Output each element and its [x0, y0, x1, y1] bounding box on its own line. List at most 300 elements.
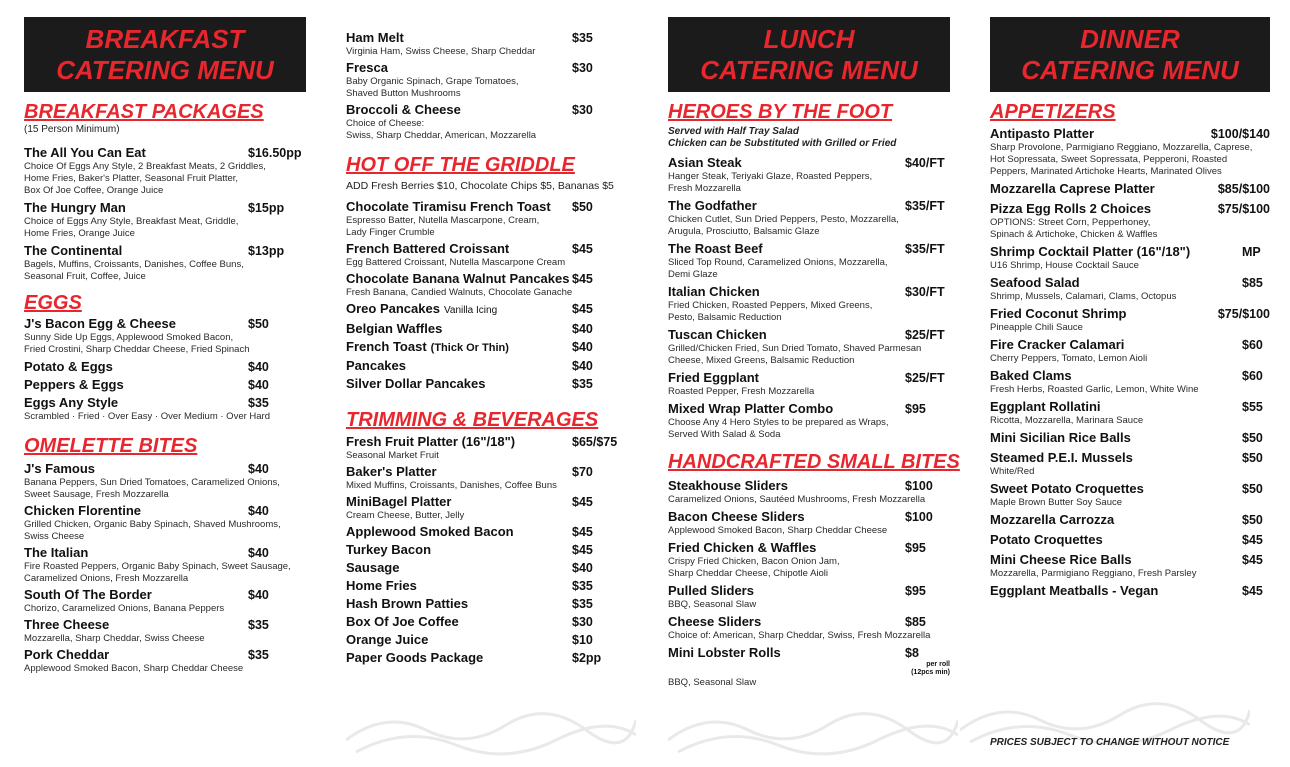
menu-item-row — [668, 583, 950, 599]
item-name — [668, 583, 754, 599]
item-name — [346, 560, 399, 576]
item-price — [1218, 201, 1270, 217]
menu-item — [24, 200, 306, 240]
item-name — [346, 60, 388, 76]
lunch-column — [668, 0, 960, 767]
item-price — [905, 509, 950, 525]
item-price-text: $75/$100 — [1217, 202, 1270, 216]
item-price — [1242, 275, 1270, 291]
item-price-text: $30 — [572, 61, 593, 75]
item-name — [990, 512, 1114, 528]
item-name-text: Pork Cheddar — [24, 647, 110, 662]
item-name-text: Sausage — [346, 560, 400, 575]
menu-item — [24, 145, 306, 197]
menu-item-row — [990, 201, 1270, 217]
item-name — [990, 337, 1124, 353]
item-description: Grilled/Chicken Fried, Sun Dried Tomato, Shaved Parmesan Cheese, Mixed Greens, Balsamic Reduction — [668, 343, 922, 366]
item-price — [572, 241, 630, 257]
item-name — [668, 241, 763, 257]
menu-item-row — [668, 198, 950, 214]
item-price — [905, 478, 950, 494]
item-price-text: $95 — [905, 402, 926, 416]
menu-item-row — [990, 552, 1270, 568]
menu-item — [346, 301, 630, 319]
menu-item-row — [990, 583, 1270, 599]
menu-item-row — [346, 30, 630, 46]
appetizers-section — [990, 101, 1270, 599]
item-name — [24, 617, 109, 633]
omelette-section — [24, 435, 306, 675]
menu-item-row — [346, 542, 630, 558]
item-price — [905, 327, 950, 343]
dinner-column — [990, 0, 1270, 767]
item-description: Fresh Herbs, Roasted Garlic, Lemon, White Wine — [990, 384, 1199, 395]
trimming-section — [346, 409, 630, 666]
lunch-banner — [668, 17, 950, 92]
price-disclaimer: PRICES SUBJECT TO CHANGE WITHOUT NOTICE — [990, 737, 1230, 748]
menu-item — [24, 647, 306, 675]
menu-item — [346, 102, 630, 142]
item-name — [24, 145, 146, 161]
banner-line: DINNER — [1080, 24, 1180, 54]
menu-item-row — [346, 339, 630, 356]
item-description: Ricotta, Mozzarella, Marinara Sauce — [990, 415, 1144, 426]
item-price — [1242, 512, 1270, 528]
item-price-text: $35 — [572, 597, 593, 611]
item-name-text: Steamed P.E.I. Mussels — [990, 450, 1133, 465]
item-price-text: $85 — [1242, 276, 1263, 290]
item-name-text: Orange Juice — [346, 632, 429, 647]
item-name — [346, 494, 451, 510]
item-name-text: Fresh Fruit Platter (16"/18") — [346, 434, 516, 449]
menu-item — [346, 321, 630, 337]
item-price-text: $45 — [572, 525, 593, 539]
menu-item — [346, 358, 630, 374]
item-price — [1242, 532, 1270, 548]
menu-item-row — [346, 321, 630, 337]
item-name-text: J's Bacon Egg & Cheese — [24, 316, 176, 331]
item-name — [346, 578, 417, 594]
item-price-text: $70 — [572, 465, 593, 479]
item-name — [24, 503, 141, 519]
item-description: White/Red — [990, 466, 1035, 477]
item-name — [346, 524, 514, 540]
banner-line: CATERING MENU — [700, 55, 918, 85]
menu-item — [24, 359, 306, 375]
item-name — [24, 243, 122, 259]
item-description: Fresh Banana, Candied Walnuts, Chocolate Ganache — [346, 287, 573, 298]
menu-item-row — [24, 587, 306, 603]
item-description: Caramelized Onions, Sautéed Mushrooms, Fresh Mozzarella — [668, 494, 926, 505]
item-name-text: Pizza Egg Rolls 2 Choices — [990, 201, 1152, 216]
item-name-text: Mini Sicilian Rice Balls — [990, 430, 1131, 445]
item-price-note: per roll (12pcs min) — [911, 661, 950, 676]
item-name — [990, 552, 1132, 568]
item-name — [346, 271, 569, 287]
item-description: Egg Battered Croissant, Nutella Mascarpone Cream — [346, 257, 566, 268]
eggs-section — [24, 292, 306, 423]
menu-item — [668, 401, 950, 441]
item-name-text: French Battered Croissant — [346, 241, 510, 256]
item-price-text: $100 — [905, 479, 933, 493]
item-price-text: $45 — [572, 272, 593, 286]
item-price-text: $45 — [1242, 584, 1263, 598]
menu-item-row — [24, 359, 306, 375]
item-price-text: $45 — [1242, 533, 1263, 547]
menu-item — [346, 542, 630, 558]
menu-item — [990, 532, 1270, 548]
menu-item — [346, 650, 630, 666]
menu-item — [24, 461, 306, 501]
item-price — [1242, 552, 1270, 568]
wave-decoration-icon — [346, 700, 636, 760]
item-name — [24, 200, 126, 216]
item-description: Pineapple Chili Sauce — [990, 322, 1083, 333]
item-price — [248, 145, 306, 161]
menu-item-row — [346, 102, 630, 118]
item-name-text: Eggplant Rollatini — [990, 399, 1101, 414]
item-description: Seasonal Market Fruit — [346, 450, 439, 461]
item-name — [668, 327, 767, 343]
item-name — [668, 198, 757, 214]
item-price — [572, 632, 630, 648]
item-description: Espresso Batter, Nutella Mascarpone, Cream, Lady Finger Crumble — [346, 215, 540, 238]
section-note: Served with Half Tray Salad Chicken can be Substituted with Grilled or Fried — [668, 126, 897, 149]
item-name-text: Fried Eggplant — [668, 370, 759, 385]
item-name — [24, 545, 88, 561]
item-description: Mozzarella, Sharp Cheddar, Swiss Cheese — [24, 633, 205, 644]
item-price-text: $8 — [905, 646, 919, 660]
item-name-text: The Roast Beef — [668, 241, 763, 256]
item-description: Fire Roasted Peppers, Organic Baby Spinach, Sweet Sausage, Caramelized Onions, Fresh Mozzarella — [24, 561, 291, 584]
item-inline-note: (Thick Or Thin) — [430, 342, 509, 354]
menu-item — [990, 306, 1270, 334]
breakfast-column — [24, 0, 306, 767]
item-price-text: $25/FT — [905, 328, 945, 342]
menu-item — [668, 540, 950, 580]
item-price-text: $100 — [905, 510, 933, 524]
menu-item — [346, 376, 630, 392]
item-name-text: Potato Croquettes — [990, 532, 1103, 547]
item-description: Choice of Eggs Any Style, Breakfast Meat, Griddle, Home Fries, Orange Juice — [24, 216, 239, 239]
item-price — [905, 645, 950, 677]
item-name-text: Mixed Wrap Platter Combo — [668, 401, 834, 416]
item-price-text: $60 — [1242, 338, 1263, 352]
item-name — [990, 368, 1072, 384]
item-price-text: $35/FT — [905, 242, 945, 256]
item-name — [346, 596, 468, 612]
menu-item — [24, 243, 306, 283]
menu-item — [990, 337, 1270, 365]
banner-line: CATERING MENU — [1021, 55, 1239, 85]
item-price-text: $35/FT — [905, 199, 945, 213]
menu-item-row — [668, 645, 950, 677]
item-name-text: Box Of Joe Coffee — [346, 614, 459, 629]
item-name-text: Shrimp Cocktail Platter (16"/18") — [990, 244, 1191, 259]
item-price — [248, 243, 306, 259]
item-price-text: MP — [1242, 245, 1261, 259]
menu-item — [346, 524, 630, 540]
item-description: Maple Brown Butter Soy Sauce — [990, 497, 1123, 508]
menu-item-row — [990, 399, 1270, 415]
menu-item-row — [990, 532, 1270, 548]
item-name — [346, 301, 497, 319]
item-price-text: $40 — [248, 378, 269, 392]
item-price-text: $40 — [248, 504, 269, 518]
item-name-text: MiniBagel Platter — [346, 494, 452, 509]
item-name-text: Cheese Sliders — [668, 614, 762, 629]
item-price-text: $50 — [1242, 431, 1263, 445]
item-price-text: $55 — [1242, 400, 1263, 414]
item-price — [248, 617, 306, 633]
item-name-text: Mozzarella Caprese Platter — [990, 181, 1155, 196]
item-description: Applewood Smoked Bacon, Sharp Cheddar Cheese — [668, 525, 888, 536]
item-name-text: J's Famous — [24, 461, 96, 476]
menu-item-row — [990, 512, 1270, 528]
menu-item — [668, 614, 950, 642]
item-description: Choose Any 4 Hero Styles to be prepared as Wraps, Served With Salad & Soda — [668, 417, 889, 440]
item-name-text: Fresca — [346, 60, 388, 75]
item-price — [905, 370, 950, 386]
item-description: Scrambled · Fried · Over Easy · Over Medium · Over Hard — [24, 411, 270, 422]
item-name — [346, 30, 404, 46]
item-name-text: Mini Cheese Rice Balls — [990, 552, 1132, 567]
item-price — [1242, 481, 1270, 497]
menu-item-row — [668, 478, 950, 494]
item-name-text: Paper Goods Package — [346, 650, 484, 665]
item-price-text: $40 — [572, 322, 593, 336]
menu-item-row — [990, 306, 1270, 322]
item-inline-note: Vanilla Icing — [443, 305, 498, 316]
menu-item-row — [24, 395, 306, 411]
item-price-text: $16.50pp — [248, 146, 302, 160]
item-description: Chicken Cutlet, Sun Dried Peppers, Pesto, Mozzarella, Arugula, Prosciutto, Balsamic Glaze — [668, 214, 899, 237]
item-name — [990, 532, 1103, 548]
menu-item — [346, 596, 630, 612]
item-name-text: Fire Cracker Calamari — [990, 337, 1125, 352]
menu-item — [346, 241, 630, 269]
item-price — [248, 395, 306, 411]
item-name-text: Chocolate Banana Walnut Pancakes — [346, 271, 570, 286]
item-description: U16 Shrimp, House Cocktail Sauce — [990, 260, 1139, 271]
item-description: Bagels, Muffins, Croissants, Danishes, Coffee Buns, Seasonal Fruit, Coffee, Juice — [24, 259, 244, 282]
menu-item — [24, 503, 306, 543]
item-name-text: Pancakes — [346, 358, 406, 373]
menu-item — [990, 552, 1270, 580]
item-name-text: Chocolate Tiramisu French Toast — [346, 199, 551, 214]
menu-item-row — [346, 464, 630, 480]
item-name — [668, 155, 742, 171]
banner-line: CATERING MENU — [56, 55, 274, 85]
menu-item — [990, 512, 1270, 528]
item-name — [990, 481, 1144, 497]
menu-item — [990, 430, 1270, 446]
item-price — [248, 647, 306, 663]
item-name-text: Eggplant Meatballs - Vegan — [990, 583, 1159, 598]
item-name — [668, 370, 759, 386]
item-price — [1242, 337, 1270, 353]
item-price-text: $75/$100 — [1217, 307, 1270, 321]
menu-item-row — [990, 430, 1270, 446]
menu-item — [24, 395, 306, 423]
item-price-text: $45 — [572, 242, 593, 256]
item-name — [24, 587, 152, 603]
section-title: APPETIZERS — [990, 101, 1116, 123]
menu-item — [346, 339, 630, 356]
item-price — [572, 614, 630, 630]
item-description: Cream Cheese, Butter, Jelly — [346, 510, 465, 521]
item-price — [572, 199, 630, 215]
item-price-text: $30/FT — [905, 285, 945, 299]
item-price-text: $40/FT — [905, 156, 945, 170]
item-name-text: Tuscan Chicken — [668, 327, 767, 342]
item-name-text: Turkey Bacon — [346, 542, 432, 557]
banner-line: BREAKFAST — [85, 24, 245, 54]
item-price-text: $35 — [248, 396, 269, 410]
menu-item — [668, 241, 950, 281]
item-name-text: Home Fries — [346, 578, 417, 593]
item-name — [668, 401, 833, 417]
menu-item-row — [668, 401, 950, 417]
item-price-text: $30 — [572, 103, 593, 117]
item-price — [1211, 126, 1270, 142]
item-price — [248, 545, 306, 561]
item-name-text: Applewood Smoked Bacon — [346, 524, 514, 539]
menu-item-row — [668, 370, 950, 386]
item-price-text: $45 — [572, 302, 593, 316]
item-price — [248, 200, 306, 216]
item-price — [572, 560, 630, 576]
menu-item-row — [990, 181, 1270, 197]
item-price-text: $45 — [572, 543, 593, 557]
menu-item-row — [346, 650, 630, 666]
item-name-text: Seafood Salad — [990, 275, 1080, 290]
item-name — [990, 430, 1131, 446]
item-price-text: $95 — [905, 584, 926, 598]
item-name — [990, 583, 1158, 599]
menu-item — [668, 583, 950, 611]
menu-item-row — [24, 200, 306, 216]
item-description: Choice of: American, Sharp Cheddar, Swiss, Fresh Mozzarella — [668, 630, 931, 641]
item-description: Banana Peppers, Sun Dried Tomatoes, Caramelized Onions, Sweet Sausage, Fresh Mozzarella — [24, 477, 280, 500]
menu-item — [668, 478, 950, 506]
menu-item — [990, 126, 1270, 178]
item-name-text: Mini Lobster Rolls — [668, 645, 781, 660]
menu-item — [668, 327, 950, 367]
item-price — [572, 102, 630, 118]
item-name-text: Eggs Any Style — [24, 395, 119, 410]
item-name — [346, 358, 406, 374]
item-name — [346, 321, 442, 337]
item-price-text: $45 — [1242, 553, 1263, 567]
item-price-text: $65/$75 — [572, 435, 618, 449]
item-name-text: French Toast — [346, 339, 427, 354]
menu-item-row — [668, 241, 950, 257]
item-name — [346, 241, 509, 257]
item-name — [346, 650, 483, 666]
item-price-text: $35 — [248, 648, 269, 662]
menu-item-row — [346, 632, 630, 648]
item-name-text: Antipasto Platter — [990, 126, 1095, 141]
item-name — [346, 464, 437, 480]
item-name-text: Italian Chicken — [668, 284, 760, 299]
item-name — [990, 126, 1094, 142]
menu-item — [346, 271, 630, 299]
item-price-text: $40 — [248, 462, 269, 476]
item-name-text: Mozzarella Carrozza — [990, 512, 1115, 527]
menu-item — [990, 201, 1270, 241]
item-description: Fried Chicken, Roasted Peppers, Mixed Greens, Pesto, Balsamic Reduction — [668, 300, 873, 323]
menu-item-row — [24, 145, 306, 161]
menu-item — [668, 645, 950, 689]
item-name — [346, 614, 459, 630]
section-title: HEROES BY THE FOOT — [668, 101, 893, 123]
menu-item-row — [990, 368, 1270, 384]
item-description: Shrimp, Mussels, Calamari, Clams, Octopus — [990, 291, 1177, 302]
item-name-text: Belgian Waffles — [346, 321, 443, 336]
item-name — [346, 434, 515, 450]
item-name-text: The Hungry Man — [24, 200, 126, 215]
item-name — [346, 376, 485, 392]
item-name-text: Steakhouse Sliders — [668, 478, 788, 493]
item-name — [24, 461, 95, 477]
item-name — [346, 102, 461, 118]
menu-item — [346, 494, 630, 522]
item-price — [1242, 430, 1270, 446]
menu-item-row — [346, 578, 630, 594]
item-description: Virginia Ham, Swiss Cheese, Sharp Cheddar — [346, 46, 536, 57]
item-description: Roasted Pepper, Fresh Mozzarella — [668, 386, 815, 397]
item-name-text: Sweet Potato Croquettes — [990, 481, 1144, 496]
item-description: Grilled Chicken, Organic Baby Spinach, Shaved Mushrooms, Swiss Cheese — [24, 519, 281, 542]
item-name — [990, 181, 1155, 197]
item-name — [346, 199, 551, 215]
item-price — [572, 30, 630, 46]
item-name — [990, 450, 1133, 466]
item-name — [668, 540, 816, 556]
item-price-text: $25/FT — [905, 371, 945, 385]
item-price — [572, 434, 630, 450]
item-price-text: $35 — [248, 618, 269, 632]
menu-item — [24, 587, 306, 615]
menu-item-row — [24, 503, 306, 519]
menu-item-row — [346, 60, 630, 76]
menu-item — [668, 284, 950, 324]
menu-item-row — [990, 337, 1270, 353]
item-price — [248, 359, 306, 375]
menu-item — [990, 275, 1270, 303]
item-name — [668, 614, 761, 630]
section-title: OMELETTE BITES — [24, 435, 198, 457]
banner-line: LUNCH — [763, 24, 855, 54]
item-price-text: $50 — [1242, 451, 1263, 465]
item-name-text: Chicken Florentine — [24, 503, 142, 518]
menu-item — [990, 181, 1270, 197]
menu-item — [668, 198, 950, 238]
item-name — [24, 377, 124, 393]
menu-item — [990, 368, 1270, 396]
item-price-text: $35 — [572, 31, 593, 45]
item-price-text: $40 — [572, 561, 593, 575]
item-price — [905, 198, 950, 214]
menu-item — [24, 377, 306, 393]
menu-item-row — [346, 241, 630, 257]
menu-item-row — [346, 524, 630, 540]
menu-item-row — [346, 494, 630, 510]
item-price-text: $40 — [248, 360, 269, 374]
griddle-section — [346, 154, 630, 392]
menu-item-row — [668, 284, 950, 300]
